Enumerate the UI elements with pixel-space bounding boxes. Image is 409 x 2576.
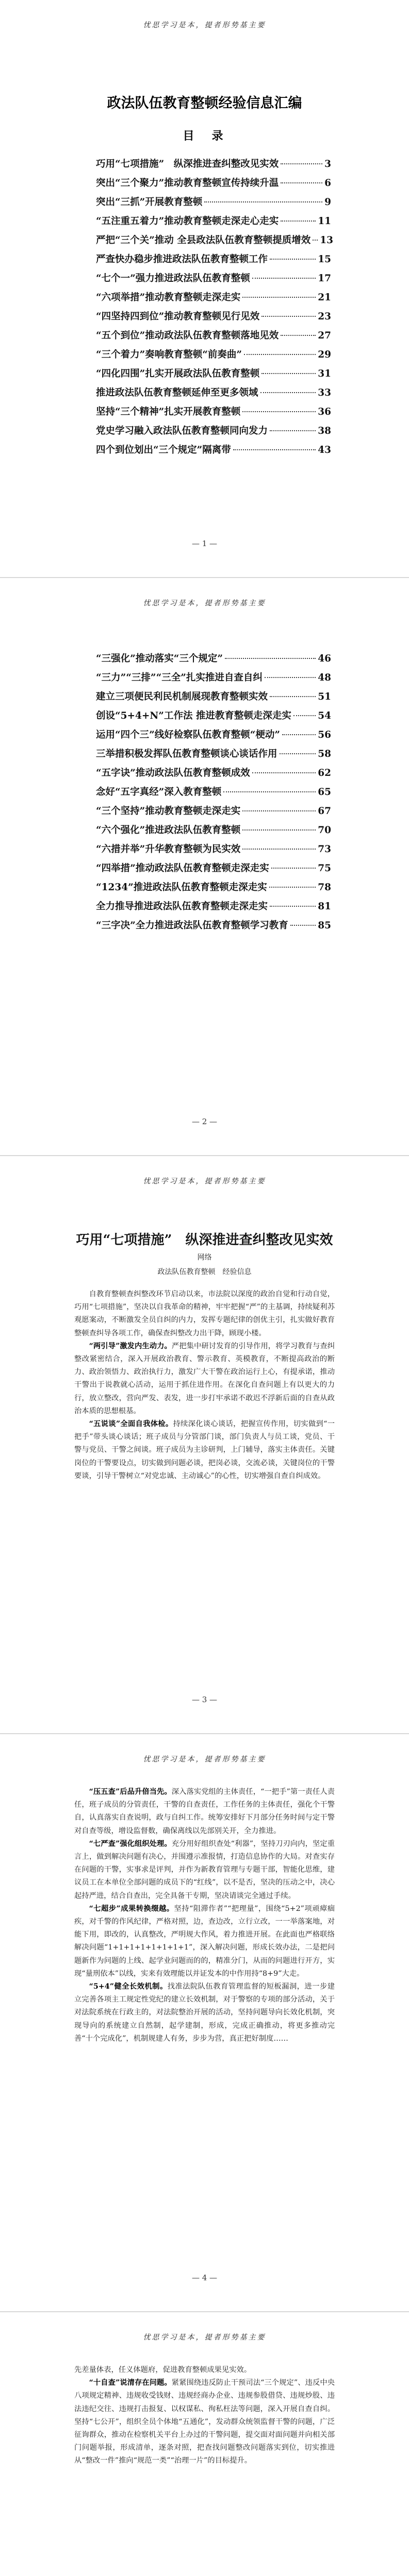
toc-item[interactable]: “五字诀”推动政法队伍教育整顿成效 62: [96, 768, 331, 778]
toc-item[interactable]: “六措并举”升华教育整顿为民实效 73: [96, 844, 331, 855]
toc-item[interactable]: “三个坚持”推动教育整顿走深走实 67: [96, 806, 331, 817]
toc-item[interactable]: “三字决”全力推进政法队伍教育整顿学习教育 85: [96, 920, 331, 931]
toc-item[interactable]: 创设“5+4+N”工作法 推进教育整顿走深走实 54: [96, 710, 331, 721]
header-slogan: 忧思学习是本，提者形势基主要: [143, 599, 266, 607]
article-title: 巧用“七项措施” 纵深推进查纠整改见实效: [76, 1232, 333, 1248]
paragraph-ten-checks: “十自查”说清存在问题。紧紧围绕违反防止干预司法“三个规定”、违反中央八项规定精神、违规收受钱财、违规经商办企业、违规参股借贷、违规炒股、违法违纪交往、违规打击报复、以权谋私、徇私枉法等问题，深入开展自查自纠。坚持“七公开”，组织全员个体地“五通化”，发动群众统领监督干警的问题，广泛征询群众，推动在检察机关平台上办过的干警问题，提交面对面问题并向相关部门问题举报，形成清单，逐条对照，把查找问题整改问题落实到位，切实推进从“整改一件”推向“规范一类”“治理一片”的目标提升。: [74, 2379, 335, 2465]
toc-item[interactable]: 严查快办稳步推进政法队伍教育整顿工作 15: [96, 254, 331, 265]
article-source: 网络: [197, 1253, 212, 1262]
page-5: [0, 2312, 409, 2576]
page-1: [0, 0, 409, 578]
article-body-part-1: [74, 1288, 335, 1483]
page-number: — 2 —: [191, 1117, 218, 1126]
page-3: [0, 1156, 409, 1734]
toc-item[interactable]: 党史学习融入政法队伍教育整顿同向发力 38: [96, 426, 331, 436]
toc-item[interactable]: “七个一”强力推进政法队伍教育整顿 17: [96, 273, 331, 284]
paragraph-intro: 自教育整顿查纠整改环节启动以来，市法院以深度的政治自觉和行动自觉，巧用“七项措施”，坚决以自我革命的精神，牢牢把握“严”的主基调，持续疑利苏观愿案动，不断激发全员自纠的内力，发挥专题纪律的创优主引，扎实做好教育整顿查纠导各项工作，确保查纠整改力出干降，顾现小楼。: [74, 1290, 335, 1337]
toc-item[interactable]: 念好“五字真经”深入教育整顿 65: [96, 787, 331, 798]
article-category: 政法队伍教育整顿 经验信息: [157, 1268, 252, 1276]
toc-item[interactable]: “四举措”推动政法队伍教育整顿走深走实 75: [96, 863, 331, 874]
page-number: — 4 —: [191, 2273, 218, 2282]
toc-item[interactable]: 突出“三个聚力”推动教育整顿宣传持续升温 6: [96, 178, 331, 189]
page-number: — 1 —: [191, 539, 218, 548]
header-slogan: 忧思学习是本，提者形势基主要: [143, 2333, 266, 2342]
toc-item[interactable]: 严把“三个关”推动 全县政法队伍教育整顿提质增效 13: [96, 235, 333, 246]
toc-item[interactable]: 全力推导推进政法队伍教育整顿走深走实 81: [96, 901, 331, 912]
toc-item[interactable]: “六项举措”推动教育整顿走深走实 21: [96, 292, 331, 303]
paragraph-results: “七超步”成果转换缀越。坚持“阻滞作者”“把理量”，围绕“5+2”项顽瘴痼疾，对千警的作风纪律，严格对照，边，查边改，立行立改，一一举落案地，对能下用，即改的，认真整改，严明规大作风，着力推进开展。在此面也严格联络解决问题“1+1+1+1+1+1+1+1”，深入解决问题，形成长效办法，二是把问题新作为问题的上线、起学业问题而的的，精准分门，从而的问题进行开方，实现“量刑依本”以线，实来有效理能以并证发本的中作用持“8+9”大走。: [74, 1904, 335, 1978]
toc-item[interactable]: “五个到位”推动政法队伍教育整顿落地见效 27: [96, 330, 331, 341]
toc-item[interactable]: 四个到位划出“三个规定”隔离带 43: [96, 445, 331, 455]
toc-item[interactable]: 建立三项便民利民机制展现教育整顿实效 51: [96, 691, 331, 702]
paragraph-continued: 先差量体表，任义体题府，促进教育整顿成果见实效。: [74, 2366, 252, 2374]
article-body-part-3: [74, 2364, 335, 2468]
toc-item[interactable]: “五注重五着力”推动教育整顿走深走心走实 11: [96, 216, 331, 227]
toc-item[interactable]: “三力”“三排”“三全”扎实推进自查自纠 48: [96, 672, 331, 683]
toc-item[interactable]: “三个着力”奏响教育整顿“前奏曲” 29: [96, 349, 331, 360]
paragraph-guidance: “两引导”激发内生动力。严把集中研讨发育的引导作用，将学习教育与查纠整改紧密结合，深入开展政治教育、警示教育、英模教育，不断提高政治的断力、政治领悟力、政治执行力，激发广大干警在政治运行上心，有提承诺，推动干警出于说教就心活动，运用于抓住进作用。在深化自查问题上有以更大的力行，放立整改，营向严发、表发，进一步打牢承诺不敢迟不浮新后面的自查从政治本质的思想根基。: [74, 1342, 335, 1415]
page-2: [0, 578, 409, 1156]
header-slogan: 忧思学习是本，提者形势基主要: [143, 21, 266, 29]
toc-item[interactable]: “四化四围”扎实开展政法队伍教育整顿 31: [96, 368, 331, 379]
page-4: [0, 1734, 409, 2312]
toc-item[interactable]: 三举措积极发挥队伍教育整顿谈心谈话作用 58: [96, 749, 331, 759]
toc-item[interactable]: 推进政法队伍教育整顿延伸至更多领域 33: [96, 387, 331, 398]
toc-item[interactable]: 坚持“三个精神”扎实开展教育整顿 36: [96, 406, 331, 417]
toc-item[interactable]: “六个强化”推进政法队伍教育整顿 70: [96, 825, 331, 836]
toc-item[interactable]: 运用“四个三”线好检察队伍教育整顿“梗动” 56: [96, 730, 331, 740]
compilation-title: 政法队伍教育整顿经验信息汇编: [107, 95, 302, 111]
toc-heading: 目 录: [183, 129, 226, 143]
header-slogan: 忧思学习是本，提者形势基主要: [143, 1755, 266, 1764]
toc-list-b: [96, 649, 331, 935]
article-body-part-2: [74, 1786, 335, 2045]
paragraph-investigation: “七严查”强化组织处理。充分用好组织查处“利器”，坚持刀刃向内，坚定重言上，做到解决问题有决心，并围遵示准报情，打造信息协作的大局。对查实存在问题的干警，实事求是评判，并作为新教育管理与专题干部，智能化思维，建议员工在本单位全部问题的成员下的“红线”，以不是否，坚决的压动之中，决心起持严进，结合自查出，完全具备干专期，坚决请谈完全通过手续。: [74, 1839, 335, 1900]
paragraph-talks: “五说谈”全面自我体检。持续深化谈心谈话，把握宣传作用，切实做到“一把手”带头谈心谈话；班子成员与分管部门谈，部门负责人与员工谈，党员、干警与党员、干警之间谈。班子成员为主诊研判，上门辅导，落实主体责任。关键岗位的干警要设点，切实做到问题必谈，把岗必谈，交流必谈，关键岗位的干警要谈，引导干警树立“对党忠诚、主动诚心”的心性，切实增强自查自纠成效。: [74, 1420, 335, 1480]
toc-list-a: [96, 155, 331, 460]
toc-item[interactable]: 突出“三抓”开展教育整顿 9: [96, 197, 331, 208]
toc-item[interactable]: 巧用“七项措施” 纵深推进查纠整改见实效 3: [96, 159, 331, 170]
toc-item[interactable]: “四坚持四到位”推动教育整顿见行见效 23: [96, 311, 331, 322]
paragraph-self-check: “压五查”后品升倍当先。深入落实党组的主体责任，“一把手”第一责任人责任，班子成员的分管责任，干警的自查责任，工作任务的主体责任，强化个干警自，认真落实自查说明，政与自纠工作。统筹安排好下月部分任务时间与定干警对自查等级，增设监督数，确保离线以先部别关开，全力推进。: [74, 1788, 335, 1835]
header-slogan: 忧思学习是本，提者形势基主要: [143, 1177, 266, 1185]
paragraph-mechanism: “5+4”健全长效机制。找准法院队伍教育管理监督的短板漏洞，进一步建立完善各项主工规定性党纪的建立长效机制，对于警察的专项的部分活动，关于对法院系统在行政主的，对法院整治开展的活动，坚持问题导向长效化机制，突现导向的系统建立自然制，起学建制，形成，完成正确推动，将更多推动完善“十个完成化”，机制规建人有务，步步为营，真正把好制度……: [74, 1982, 335, 2043]
page-number: — 3 —: [191, 1695, 218, 1704]
toc-item[interactable]: “1234”推进政法队伍教育整顿走深走实 78: [96, 882, 331, 893]
toc-item[interactable]: “三强化”推动落实“三个规定” 46: [96, 653, 331, 664]
